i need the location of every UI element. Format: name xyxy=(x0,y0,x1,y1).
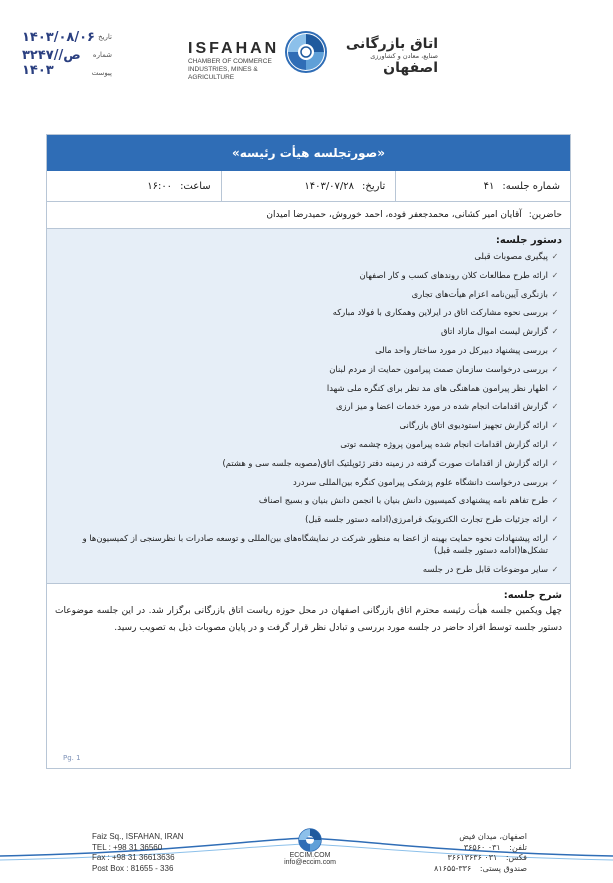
session-date-label: تاریخ: xyxy=(362,180,386,192)
footer-center xyxy=(262,820,358,883)
agenda-item-text: پیگیری مصوبات قبلی xyxy=(474,251,548,261)
session-info-row xyxy=(47,171,570,202)
meta-date-value: ۱۴۰۳/۰۸/۰۶ xyxy=(22,30,95,45)
footer-email-link[interactable]: info@eccim.com xyxy=(284,859,336,866)
agenda-item xyxy=(55,361,562,380)
description-section xyxy=(47,584,570,768)
agenda-item-text: ارائه گزارش اقدامات انجام شده پیرامون پروژه چشمه توتی xyxy=(340,438,548,449)
attendees-value: آقایان امیر کشانی، محمدجعفر فوده، احمد خوروش، حمیدرضا امیدان xyxy=(266,210,522,220)
session-time-cell xyxy=(47,171,222,201)
logo-en-title: ISFAHAN xyxy=(188,40,280,57)
agenda-item-text: گزارش اقدامات انجام شده در مورد خدمات اعضا و میز ارزی xyxy=(335,401,548,412)
letterhead-footer xyxy=(0,820,613,883)
checkbox-icon: ✓ xyxy=(551,477,559,487)
description-title: شرح جلسه: xyxy=(503,590,562,602)
agenda-item xyxy=(55,248,562,267)
meta-number-label: شماره xyxy=(92,51,112,59)
agenda-item xyxy=(55,561,562,580)
agenda-item xyxy=(55,455,562,474)
agenda-item xyxy=(55,436,562,455)
agenda-item-text: گزارش لیست اموال مازاد اتاق xyxy=(440,326,548,337)
footer-emblem-icon xyxy=(290,826,330,852)
agenda-item-text: بررسی درخواست سازمان صمت پیرامون حمایت از مردم لبنان xyxy=(329,363,548,374)
footer-fa-tel-value: ۳۶۵۶۰ ۰۳۱ xyxy=(463,842,501,852)
minutes-form xyxy=(46,134,571,769)
footer-persian-contact xyxy=(434,832,527,874)
logo-persian xyxy=(328,36,438,76)
footer-en-address: Faiz Sq., ISFAHAN, IRAN xyxy=(92,832,184,841)
agenda-item xyxy=(55,530,562,561)
checkbox-icon: ✓ xyxy=(551,270,559,280)
checkbox-icon: ✓ xyxy=(551,345,559,355)
checkbox-icon: ✓ xyxy=(551,402,559,412)
checkbox-icon: ✓ xyxy=(551,458,559,468)
checkbox-icon: ✓ xyxy=(551,533,559,543)
checkbox-icon: ✓ xyxy=(551,327,559,337)
agenda-item xyxy=(55,417,562,436)
session-time-label: ساعت: xyxy=(180,180,211,192)
agenda-item-text: بررسی درخواست دانشگاه علوم پزشکی پیرامون کنگره بین‌المللی سردرد xyxy=(293,476,548,487)
agenda-item-text: ارائه گزارش از اقدامات صورت گرفته در زمینه دفتر ژئوپلتیک اتاق(مصوبه جلسه سی و هشتم) xyxy=(222,457,548,468)
checkbox-icon: ✓ xyxy=(551,252,559,261)
agenda-item xyxy=(55,511,562,530)
meta-number-value: ۳۲۴۷/ص/۱۴۰۳ xyxy=(22,48,81,78)
agenda-item-text: سایر موضوعات قابل طرح در جلسه xyxy=(422,563,548,574)
footer-en-tel: TEL : +98 31 36560 xyxy=(92,842,163,852)
agenda-item xyxy=(55,342,562,361)
footer-fa-pobox-label: صندوق پستی: xyxy=(479,863,527,873)
agenda-list xyxy=(55,248,562,579)
attendees-label: حاضرین: xyxy=(528,210,562,220)
logo-en-line2: INDUSTRIES, MINES & AGRICULTURE xyxy=(188,66,258,81)
meta-attachment-row xyxy=(22,66,112,84)
checkbox-icon: ✓ xyxy=(551,496,559,506)
agenda-item-text: بازنگری آیین‌نامه اعزام هیأت‌های تجاری xyxy=(411,288,548,299)
form-title: «صورتجلسه هیأت رئیسه» xyxy=(47,135,570,171)
footer-fa-fax-value: ۳۶۶۱۳۶۳۶ ۰۳۱ xyxy=(447,853,498,862)
checkbox-icon: ✓ xyxy=(551,564,559,574)
agenda-item-text: ارائه گزارش تجهیز استودیوی اتاق بازرگانی xyxy=(399,420,548,431)
session-date-cell xyxy=(222,171,397,201)
checkbox-icon: ✓ xyxy=(551,308,559,318)
agenda-item-text: اظهار نظر پیرامون هماهنگی های مد نظر برای کنگره ملی شهدا xyxy=(326,382,548,393)
agenda-section xyxy=(47,229,570,584)
checkbox-icon: ✓ xyxy=(551,289,559,299)
chamber-logo xyxy=(188,30,436,90)
agenda-item-text: ارائه پیشنهادات نحوه حمایت بهینه از اعضا به منظور شرکت در نمایشگاه‌های بین‌المللی و توسعه صادرات با نظرسنجی از کمیسیون‌ها و تشکل‌ها(ادامه دستور جلسه قبل) xyxy=(82,532,548,555)
agenda-item xyxy=(55,380,562,399)
logo-fa-line2: صنایع، معادن و کشاورزی xyxy=(370,52,438,60)
footer-fa-pobox-value: ۸۱۶۵۵-۳۳۶ xyxy=(434,863,472,873)
agenda-item-text: بررسی پیشنهاد دبیرکل در مورد ساختار واحد مالی xyxy=(375,344,548,355)
logo-english xyxy=(188,40,288,82)
checkbox-icon: ✓ xyxy=(551,364,559,374)
chamber-emblem-icon xyxy=(284,30,328,74)
footer-fa-pobox-row xyxy=(434,864,527,875)
agenda-item xyxy=(55,492,562,511)
description-text: چهل ویکمین جلسه هیأت رئیسه محترم اتاق بازرگانی اصفهان در محل حوزه ریاست اتاق بازرگانی برگزار شد. در این جلسه موضوعات دستور جلسه توسط افراد حاضر در جلسه مورد بررسی و تبادل نظر قرار گرفت و در پایان مصوبات ذیل به تصویب رسید. xyxy=(55,606,562,634)
agenda-item xyxy=(55,474,562,493)
attendees-row xyxy=(47,202,570,229)
session-time-value: ۱۶:۰۰ xyxy=(147,180,173,192)
meta-date-row xyxy=(22,30,112,48)
meta-attachment-label: پیوست xyxy=(91,69,112,77)
footer-en-fax: Fax : +98 31 36613636 xyxy=(92,853,175,862)
footer-fa-tel-label: تلفن: xyxy=(509,842,527,852)
footer-fa-fax-label: فکس: xyxy=(505,853,527,862)
footer-fa-tel-row xyxy=(434,843,527,854)
logo-fa-line3: اصفهان xyxy=(383,60,438,76)
footer-fa-fax-row xyxy=(434,853,527,864)
agenda-item-text: طرح تفاهم نامه پیشنهادی کمیسیون دانش بنیان با انجمن دانش بنیان و بسیج اصناف xyxy=(258,495,548,506)
logo-en-line1: CHAMBER OF COMMERCE xyxy=(188,58,272,65)
footer-website-link[interactable]: ECCIM.COM xyxy=(289,852,331,859)
logo-fa-line1: اتاق بازرگانی xyxy=(345,36,438,52)
footer-fa-address: اصفهان، میدان فیض xyxy=(459,832,527,841)
agenda-item-text: ارائه طرح مطالعات کلان روندهای کسب و کار اصفهان xyxy=(359,269,548,280)
session-date-value: ۱۴۰۳/۰۷/۲۸ xyxy=(304,180,355,192)
session-number-label: شماره جلسه: xyxy=(502,180,560,192)
agenda-item-text: ارائه جزئیات طرح تجارت الکترونیک فرامرزی(ادامه دستور جلسه قبل) xyxy=(305,514,548,525)
footer-english-contact xyxy=(92,832,184,874)
session-number-cell xyxy=(396,171,570,201)
checkbox-icon: ✓ xyxy=(551,515,559,525)
session-number-value: ۴۱ xyxy=(483,180,495,192)
page-mark: Pg. 1 xyxy=(63,754,81,763)
agenda-item xyxy=(55,286,562,305)
letter-meta xyxy=(22,30,112,84)
meta-date-label: تاریخ xyxy=(98,33,112,41)
agenda-title: دستور جلسه: xyxy=(495,235,562,246)
checkbox-icon: ✓ xyxy=(551,439,559,449)
checkbox-icon: ✓ xyxy=(551,383,559,393)
agenda-item xyxy=(55,304,562,323)
agenda-item-text: بررسی نحوه مشارکت اتاق در ایرلاین وهمکاری با فولاد مبارکه xyxy=(332,307,548,318)
agenda-item xyxy=(55,323,562,342)
agenda-item xyxy=(55,267,562,286)
footer-en-pobox: Post Box : 81655 - 336 xyxy=(92,863,174,873)
checkbox-icon: ✓ xyxy=(551,421,559,431)
agenda-item xyxy=(55,398,562,417)
